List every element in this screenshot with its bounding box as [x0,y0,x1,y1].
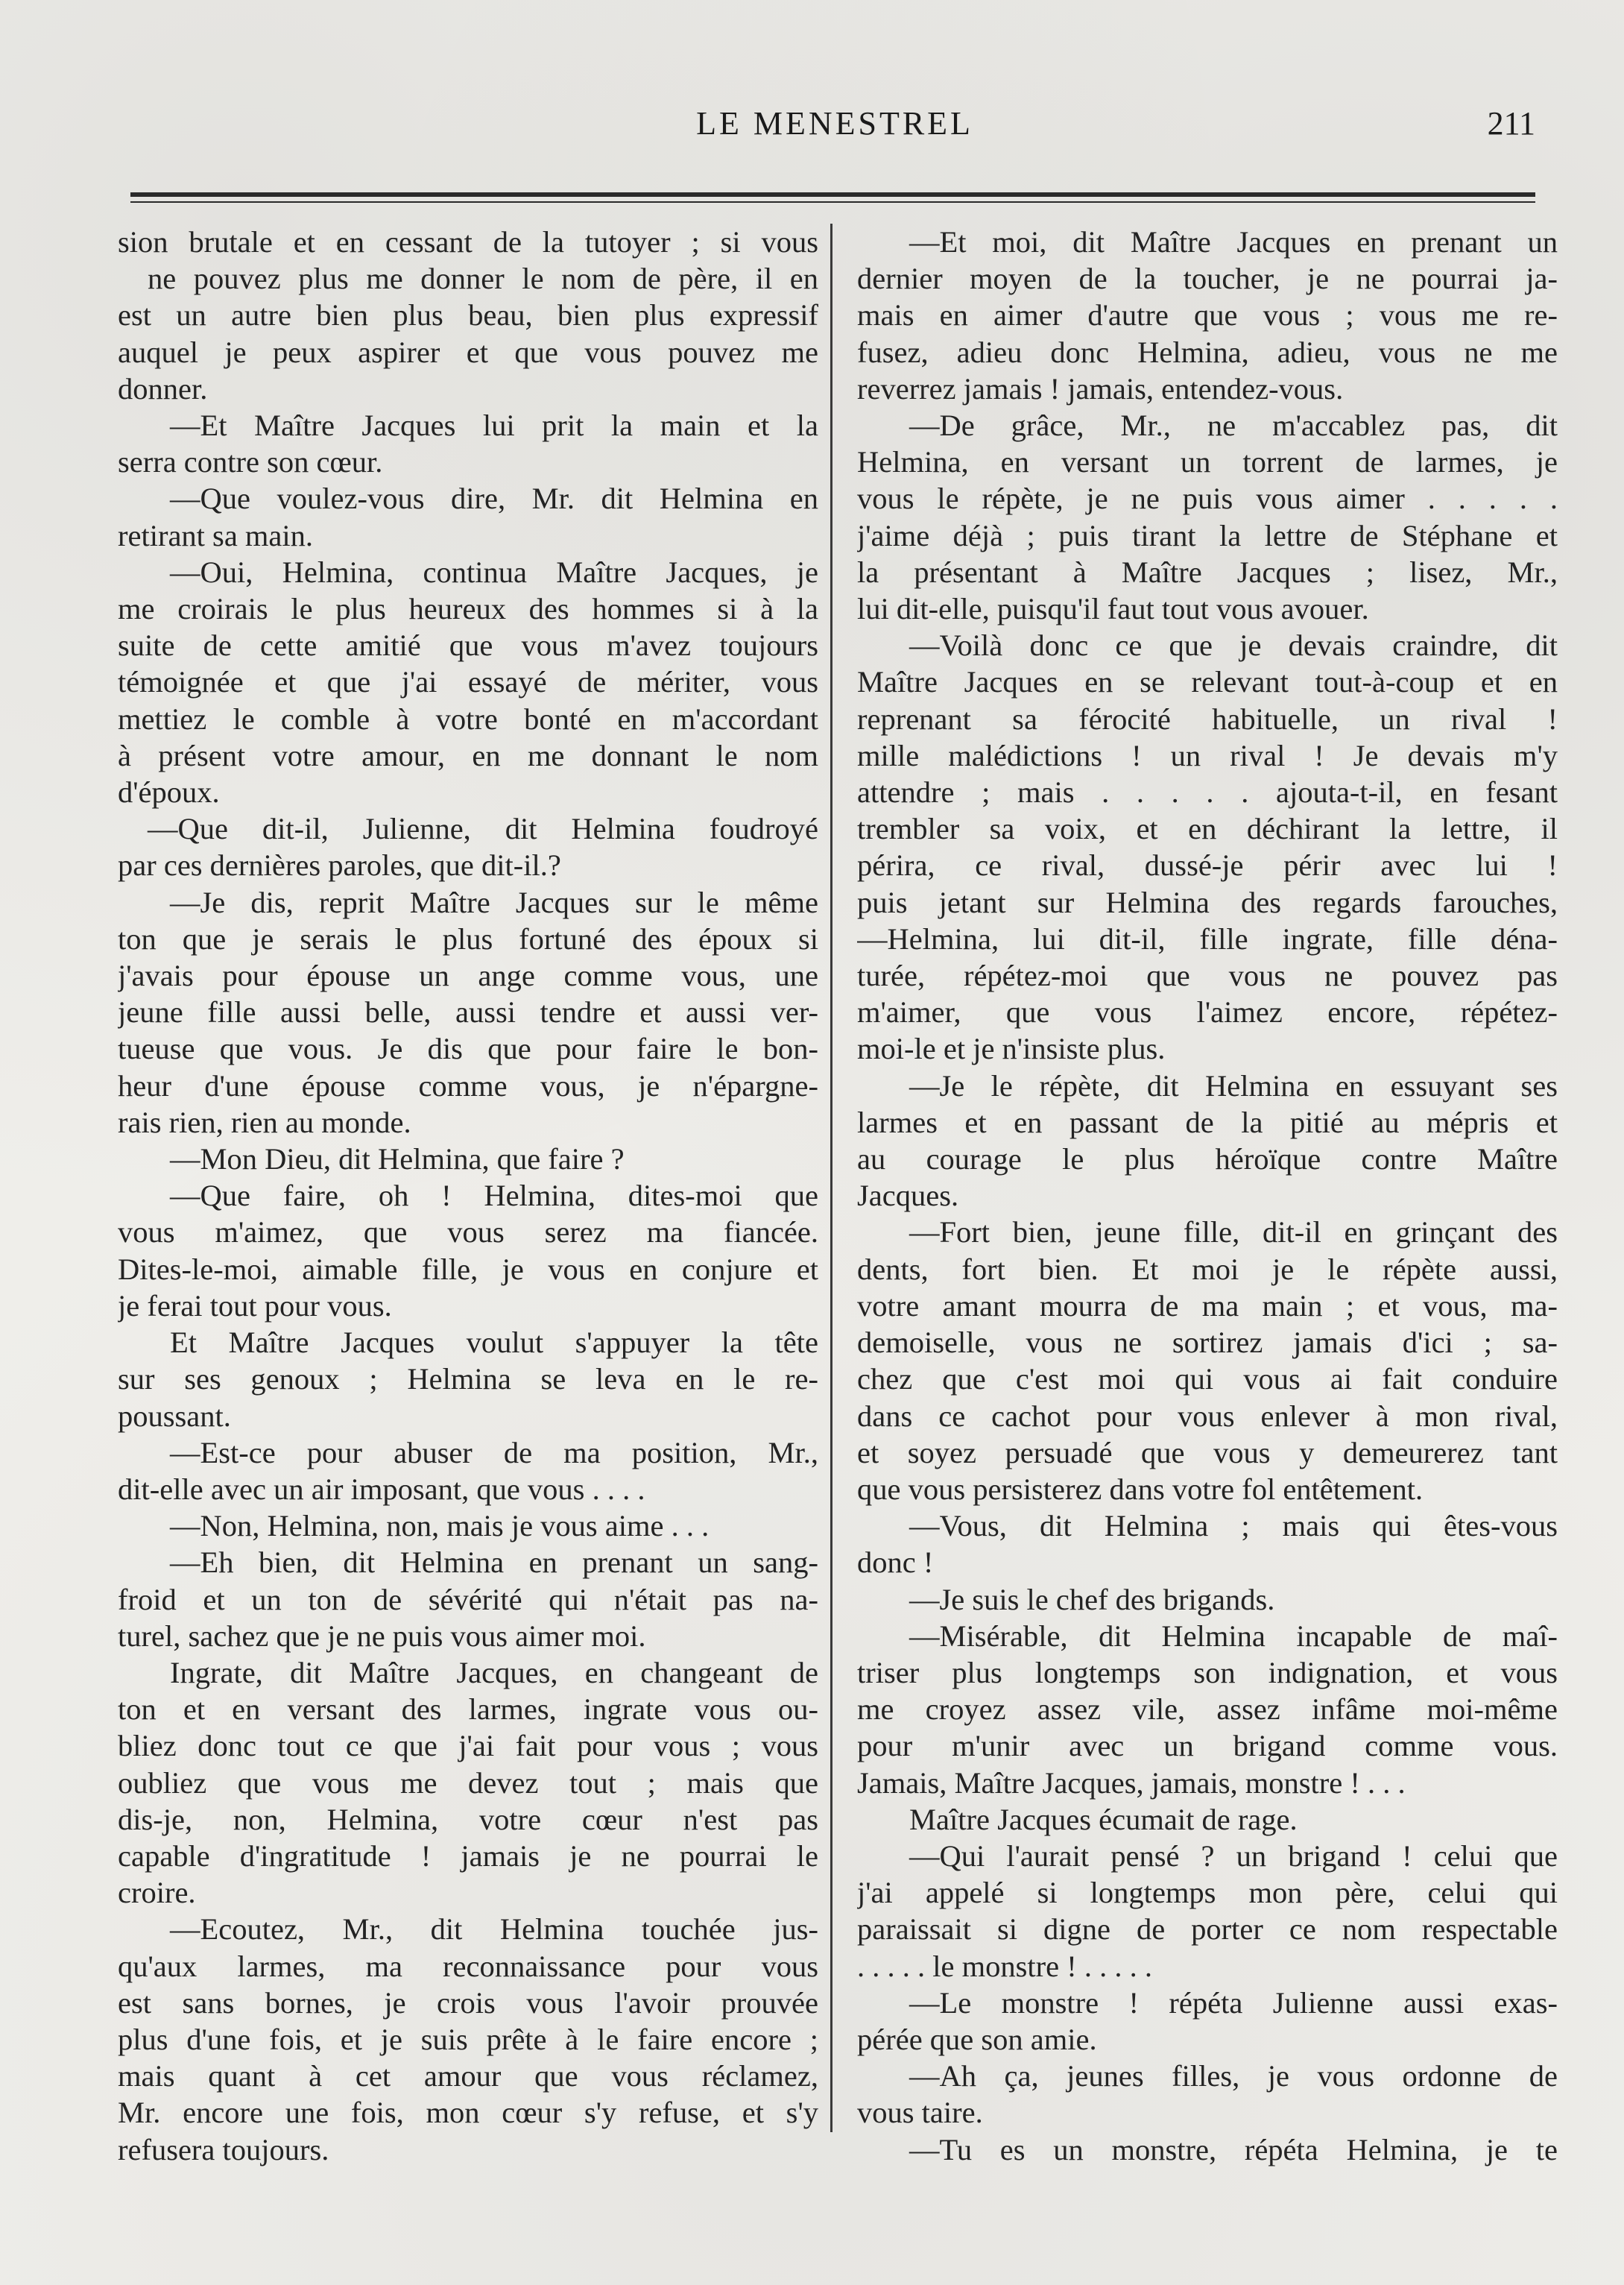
text-line: Dites-le-moi, aimable fille, je vous en conjure et [118,1252,818,1286]
text-line: mais quant à cet amour que vous réclamez, [118,2059,818,2093]
text-line: Jamais, Maître Jacques, jamais, monstre ! . . . [857,1765,1406,1800]
text-line: au courage le plus héroïque contre Maître [857,1142,1558,1176]
text-line: —Je dis, reprit Maître Jacques sur le même [170,885,818,919]
text-line: —Eh bien, dit Helmina en prenant un sang- [170,1545,818,1580]
text-line: demoiselle, vous ne sortirez jamais d'ici ; sa- [857,1326,1558,1360]
text-line: —Mon Dieu, dit Helmina, que faire ? [170,1142,625,1176]
text-line: —De grâce, Mr., ne m'accablez pas, dit [909,409,1558,443]
text-line: j'avais pour épouse un ange comme vous, une [118,959,818,993]
column-divider [830,224,832,2132]
page-number: 211 [1487,105,1535,142]
text-line: périra, ce rival, dussé-je périr avec lui ! [857,848,1558,883]
text-line: lui dit-elle, puisqu'il faut tout vous avouer. [857,592,1369,626]
text-line: —Est-ce pour abuser de ma position, Mr., [170,1435,818,1469]
text-line: dit-elle avec un air imposant, que vous . . . . [118,1472,645,1506]
text-line: —Non, Helmina, non, mais je vous aime . . . [170,1509,710,1543]
text-line: fusez, adieu donc Helmina, adieu, vous ne me [857,335,1558,369]
text-line: chez que c'est moi qui vous ai fait conduire [857,1362,1558,1396]
text-line: dans ce cachot pour vous enlever à mon rival, [857,1399,1558,1433]
page-header [127,104,1543,149]
text-line: auquel je peux aspirer et que vous pouvez me [118,335,818,369]
text-line: Et Maître Jacques voulut s'appuyer la tête [170,1326,818,1360]
text-line: —Et Maître Jacques lui prit la main et la [170,409,818,443]
text-line: ton que je serais le plus fortuné des époux si [118,921,818,956]
text-line: vous le répète, je ne puis vous aimer . . . . . [857,482,1558,516]
text-line: reverrez jamais ! jamais, entendez-vous. [857,371,1344,406]
text-line: Maître Jacques en se relevant tout-à-coup et en [857,665,1558,699]
text-line: serra contre son cœur. [118,445,383,479]
text-line: attendre ; mais . . . . . ajouta-t-il, en fesant [857,775,1558,810]
text-line: est un autre bien plus beau, bien plus expressif [118,298,818,332]
text-line: vous taire. [857,2096,983,2130]
text-line: froid et un ton de sévérité qui n'était pas na- [118,1582,818,1616]
text-line: je ferai tout pour vous. [118,1288,392,1323]
right-column [857,224,1558,2168]
text-line: paraissait si digne de porter ce nom respectable [857,1912,1558,1947]
text-line: —Oui, Helmina, continua Maître Jacques, je [170,555,818,589]
text-line: oubliez que vous me devez tout ; mais que [118,1765,818,1800]
text-line: jeune fille aussi belle, aussi tendre et aussi ver- [118,995,818,1030]
text-line: —Le monstre ! répéta Julienne aussi exas- [909,1985,1558,2020]
text-line: Jacques. [857,1179,959,1213]
text-line: qu'aux larmes, ma reconnaissance pour vous [118,1949,818,1983]
text-line: Maître Jacques écumait de rage. [909,1802,1298,1836]
text-line: pour m'unir avec un brigand comme vous. [857,1729,1558,1763]
text-line: poussant. [118,1399,231,1433]
text-line: ne pouvez plus me donner le nom de père, il en [148,262,818,296]
text-line: mettiez le comble à votre bonté en m'accordant [118,702,818,736]
text-line: —Que faire, oh ! Helmina, dites-moi que [170,1179,818,1213]
text-line: mais en aimer d'autre que vous ; vous me re- [857,298,1558,332]
text-line: refusera toujours. [118,2132,329,2166]
text-line: turée, répétez-moi que vous ne pouvez pas [857,959,1558,993]
text-line: —Vous, dit Helmina ; mais qui êtes-vous [909,1509,1558,1543]
text-line: sur ses genoux ; Helmina se leva en le re- [118,1362,818,1396]
left-column [118,224,818,2168]
text-line: vous m'aimez, que vous serez ma fiancée. [118,1215,818,1249]
journal-title: LE MENESTREL [696,105,973,142]
text-line: —Ah ça, jeunes filles, je vous ordonne de [909,2059,1558,2093]
text-line: suite de cette amitié que vous m'avez toujours [118,628,818,663]
text-line: que vous persisterez dans votre fol entêtement. [857,1472,1424,1506]
text-line: —Je le répète, dit Helmina en essuyant ses [909,1068,1558,1103]
text-line: plus d'une fois, et je suis prête à le faire encore ; [118,2022,818,2056]
text-line: trembler sa voix, et en déchirant la lettre, il [857,812,1558,846]
text-line: —Je suis le chef des brigands. [909,1582,1275,1616]
text-line: —Fort bien, jeune fille, dit-il en grinçant des [909,1215,1558,1249]
text-line: —Ecoutez, Mr., dit Helmina touchée jus- [170,1912,818,1947]
text-line: dents, fort bien. Et moi je le répète aussi, [857,1252,1558,1286]
text-line: m'aimer, que vous l'aimez encore, répétez- [857,995,1558,1030]
text-line: moi-le et je n'insiste plus. [857,1032,1166,1066]
text-line: dernier moyen de la toucher, je ne pourrai ja- [857,262,1558,296]
text-line: —Helmina, lui dit-il, fille ingrate, fille déna- [857,921,1558,956]
text-line: rais rien, rien au monde. [118,1105,411,1139]
text-line: triser plus longtemps son indignation, et vous [857,1655,1558,1689]
text-line: bliez donc tout ce que j'ai fait pour vous ; vous [118,1729,818,1763]
text-line: . . . . . le monstre ! . . . . . [857,1949,1152,1983]
text-line: pérée que son amie. [857,2022,1097,2056]
text-line: j'ai appelé si longtemps mon père, celui qui [857,1876,1558,1910]
header-rule-thick [130,192,1535,197]
text-line: reprenant sa férocité habituelle, un rival ! [857,702,1558,736]
header-rule-thin [130,201,1535,203]
text-line: Ingrate, dit Maître Jacques, en changeant de [170,1655,818,1689]
text-line: —Et moi, dit Maître Jacques en prenant un [909,225,1558,259]
text-line: —Voilà donc ce que je devais craindre, dit [909,628,1558,663]
text-line: donner. [118,371,208,406]
text-line: est sans bornes, je crois vous l'avoir prouvée [118,1985,818,2020]
text-line: heur d'une épouse comme vous, je n'épargne- [118,1068,818,1103]
text-line: témoignée et que j'ai essayé de mériter, vous [118,665,818,699]
text-line: mille malédictions ! un rival ! Je devais m'y [857,738,1558,772]
text-line: —Tu es un monstre, répéta Helmina, je te [909,2132,1558,2166]
text-line: retirant sa main. [118,518,314,552]
text-line: me croirais le plus heureux des hommes si à la [118,592,818,626]
text-line: votre amant mourra de ma main ; et vous, ma- [857,1288,1558,1323]
text-line: à présent votre amour, en me donnant le nom [118,738,818,772]
text-line: Helmina, en versant un torrent de larmes, je [857,445,1558,479]
text-line: turel, sachez que je ne puis vous aimer moi. [118,1619,646,1653]
text-line: Mr. encore une fois, mon cœur s'y refuse, et s'y [118,2096,818,2130]
text-line: la présentant à Maître Jacques ; lisez, Mr., [857,555,1558,589]
text-line: puis jetant sur Helmina des regards farouches, [857,885,1558,919]
text-line: —Qui l'aurait pensé ? un brigand ! celui que [909,1838,1558,1873]
text-line: capable d'ingratitude ! jamais je ne pourrai le [118,1838,818,1873]
text-line: tueuse que vous. Je dis que pour faire le bon- [118,1032,818,1066]
text-line: me croyez assez vile, assez infâme moi-même [857,1692,1558,1727]
text-line: —Que voulez-vous dire, Mr. dit Helmina en [170,482,818,516]
text-line: sion brutale et en cessant de la tutoyer ; si vous [118,225,818,259]
text-line: —Que dit-il, Julienne, dit Helmina foudroyé [148,812,818,846]
text-line: j'aime déjà ; puis tirant la lettre de Stéphane et [857,518,1558,552]
text-line: larmes et en passant de la pitié au mépris et [857,1105,1558,1139]
text-line: et soyez persuadé que vous y demeurerez tant [857,1435,1558,1469]
text-line: d'époux. [118,775,220,810]
text-line: donc ! [857,1545,934,1580]
text-line: dis-je, non, Helmina, votre cœur n'est pas [118,1802,818,1836]
text-line: croire. [118,1876,196,1910]
text-line: ton et en versant des larmes, ingrate vous ou- [118,1692,818,1727]
text-line: —Misérable, dit Helmina incapable de maî- [909,1619,1558,1653]
text-line: par ces dernières paroles, que dit-il.? [118,848,561,883]
